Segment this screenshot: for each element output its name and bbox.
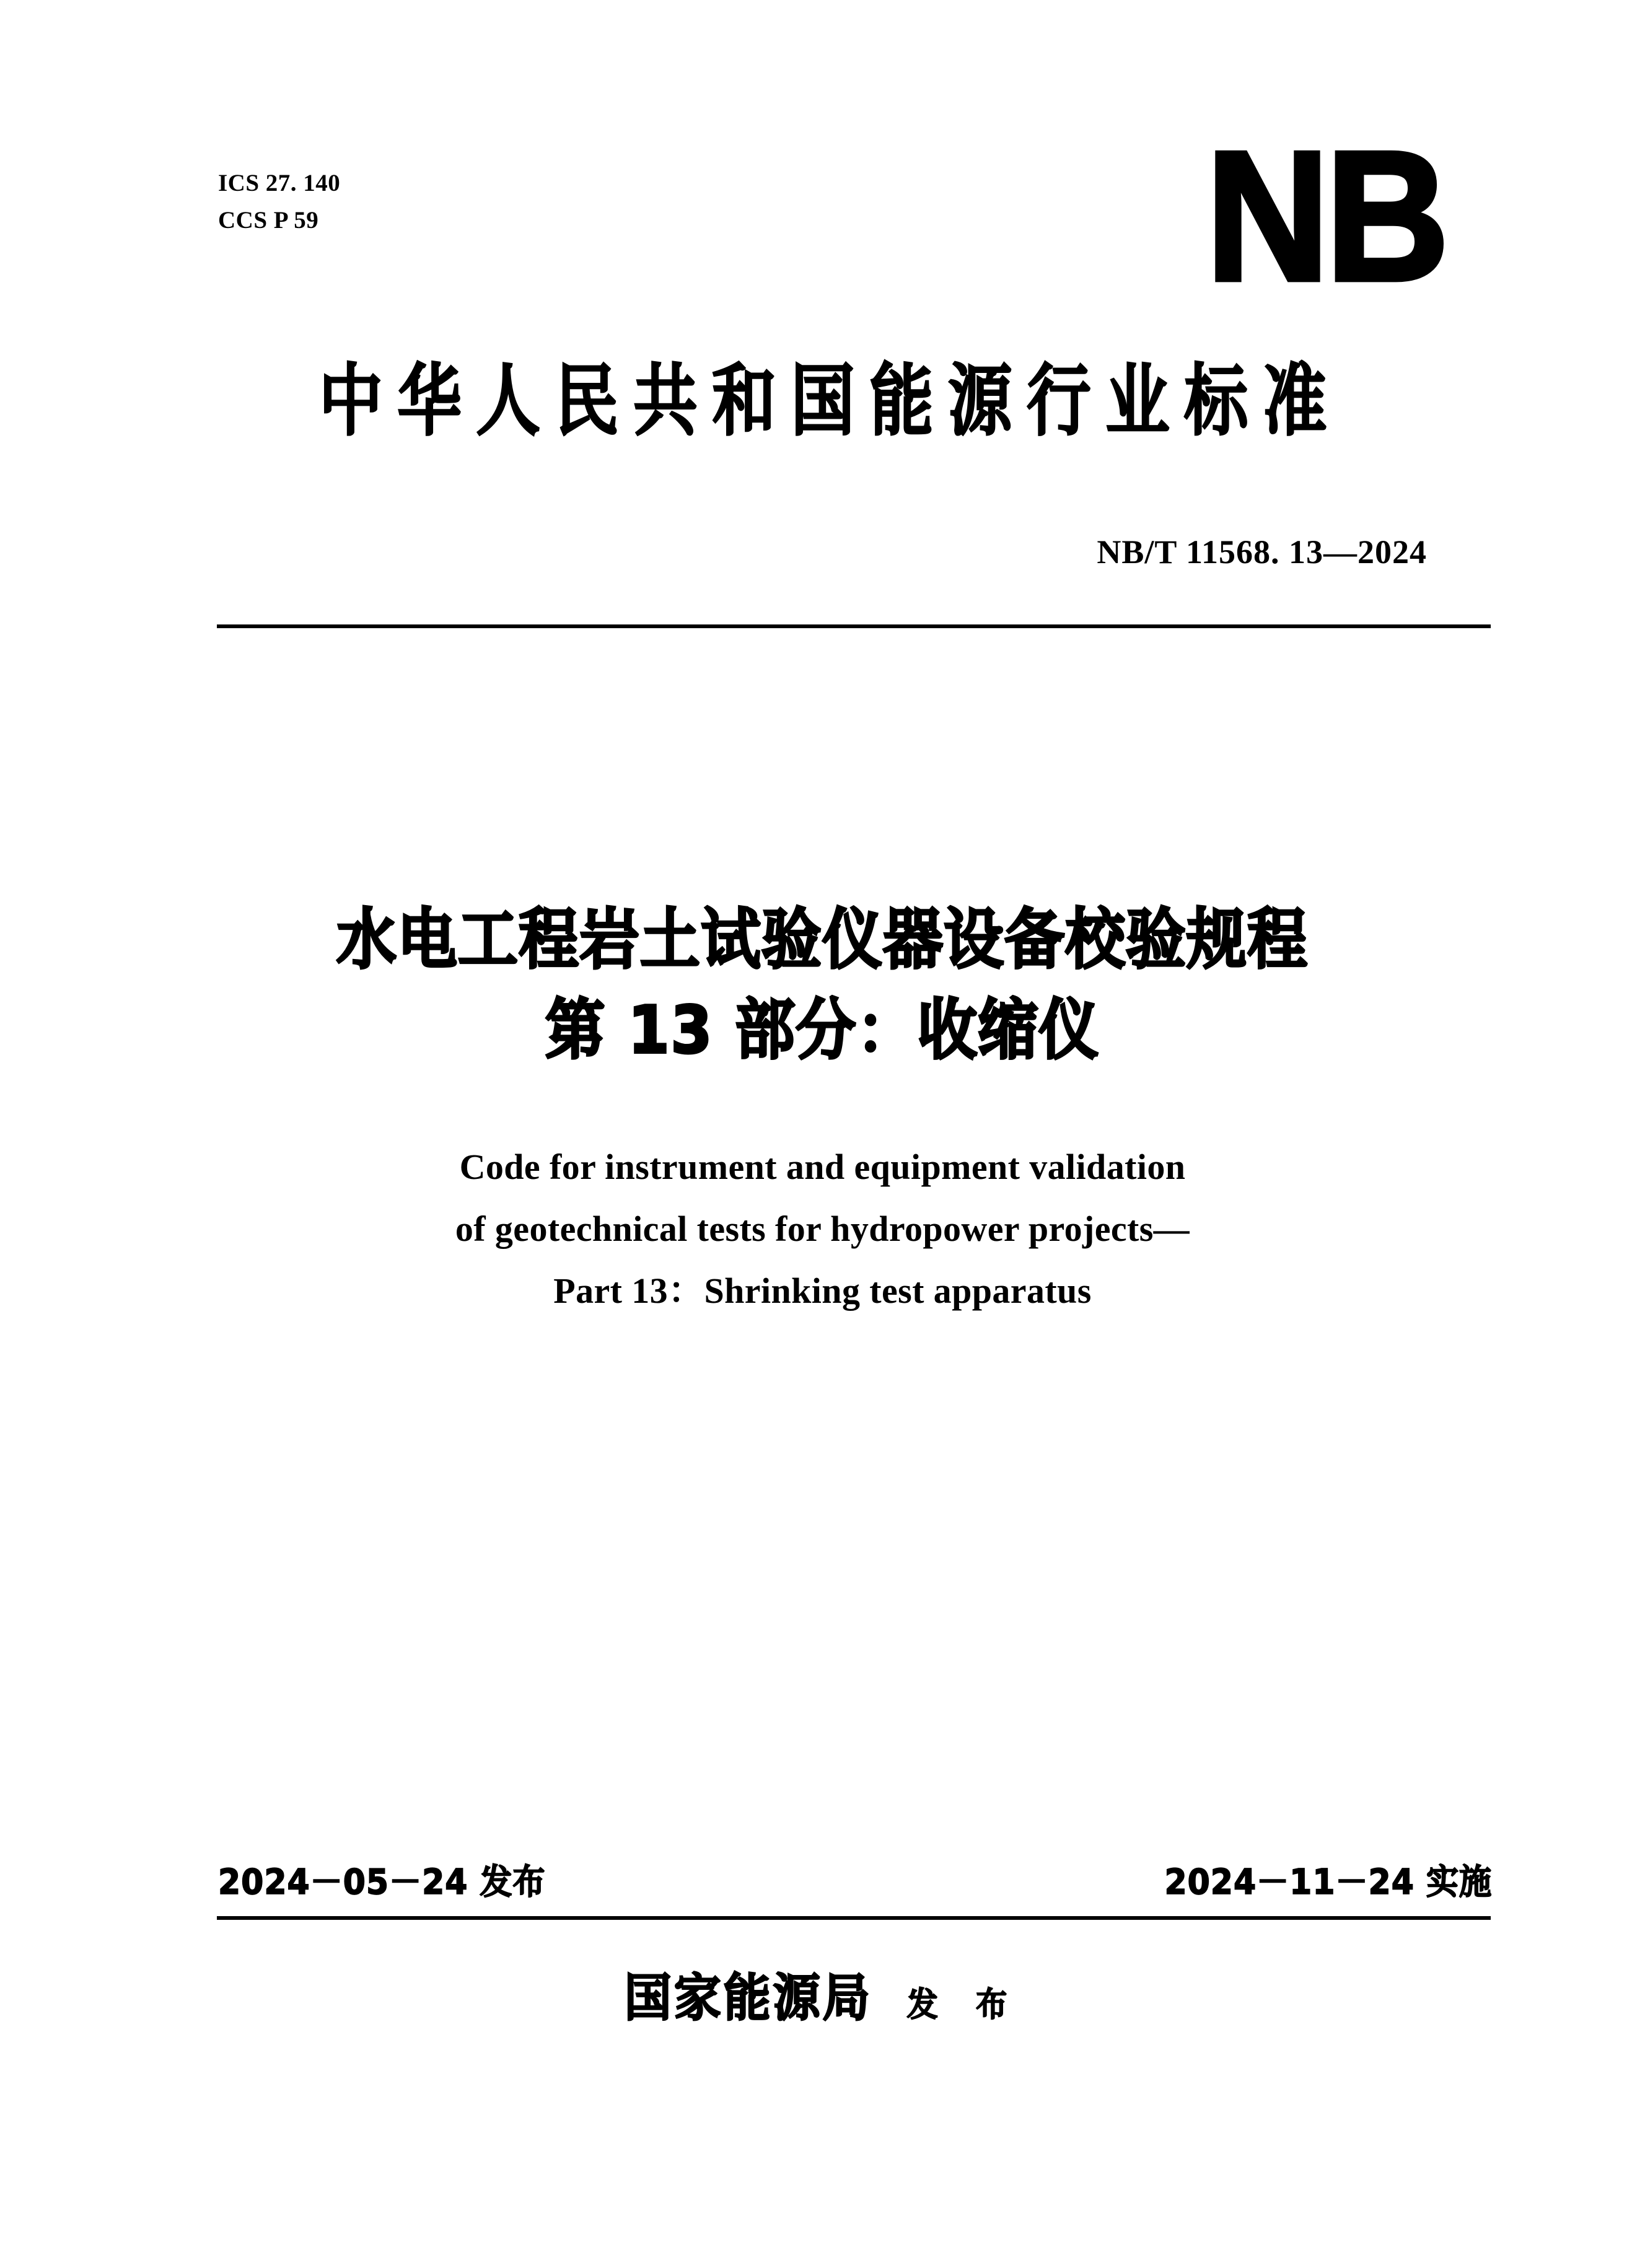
title-english-line-2: of geotechnical tests for hydropower projects—: [455, 1208, 1190, 1249]
issuer-row: [0, 1963, 1645, 2030]
effective-date: 2024－11－24 实施: [1164, 1862, 1492, 1902]
banner-organization-line: 中华人民共和国能源行业标准: [318, 356, 1341, 447]
footer-dates: [218, 1857, 1492, 1904]
standard-number: NB/T 11568. 13—2024: [1097, 533, 1427, 571]
title-english-line-3: Part 13：Shrinking test apparatus: [553, 1270, 1092, 1311]
header-divider-rule: [217, 624, 1491, 628]
title-block-english: [0, 1136, 1645, 1321]
classification-codes: [218, 165, 340, 240]
title-chinese-line-2: 第 13 部分：收缩仪: [545, 992, 1100, 1069]
ccs-code: CCS P 59: [218, 207, 319, 234]
issuer-verb: 发 布: [906, 1985, 1021, 2024]
title-chinese-line-1: 水电工程岩土试验仪器设备校验规程: [336, 901, 1309, 978]
ics-code: ICS 27. 140: [218, 170, 341, 196]
nb-logo: NB: [1206, 113, 1445, 320]
title-block-chinese: [0, 895, 1645, 1067]
banner: [0, 355, 1645, 447]
issue-date: 2024－05－24 发布: [218, 1862, 546, 1902]
footer-divider-rule: [217, 1916, 1491, 1920]
issuer-name: 国家能源局: [624, 1968, 872, 2028]
title-english-line-1: Code for instrument and equipment validation: [459, 1147, 1186, 1187]
